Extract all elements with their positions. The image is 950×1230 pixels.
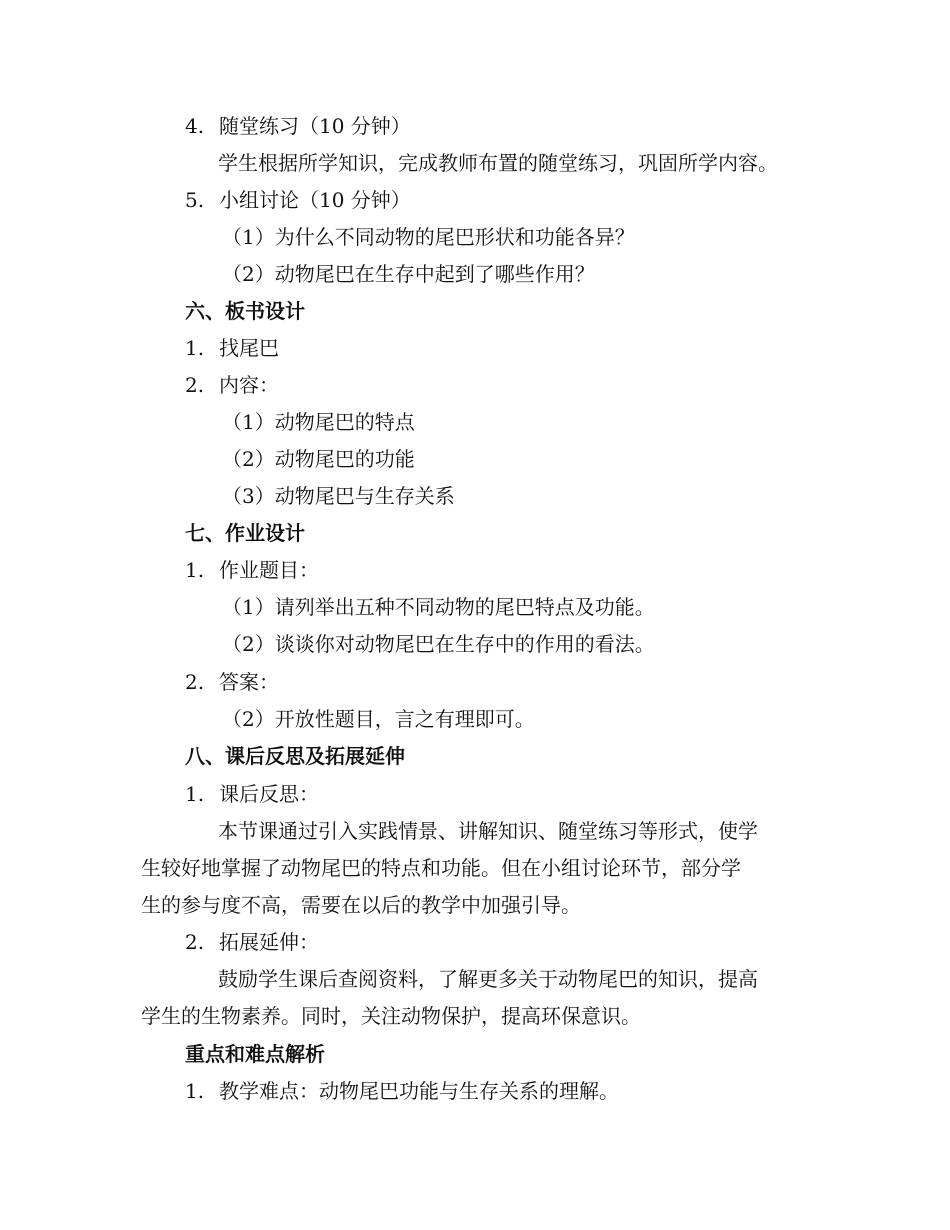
extension-paragraph-line: 鼓励学生课后查阅资料，了解更多关于动物尾巴的知识，提高 [218,967,758,991]
discussion-item: （1）为什么不同动物的尾巴形状和功能各异？ [222,225,635,249]
list-number: 1. [185,782,205,806]
reflection-item [185,928,319,956]
practice-body: 学生根据所学知识，完成教师布置的随堂练习，巩固所学内容。 [218,151,778,175]
list-text: 小组讨论（10 分钟） [219,188,411,212]
reflection-paragraph-line: 本节课通过引入实践情景、讲解知识、随堂练习等形式，使学 [218,819,758,843]
board-item [185,334,279,362]
list-number: 1. [185,1079,205,1103]
board-subitem: （2）动物尾巴的功能 [222,447,415,471]
reflection-item [185,780,319,808]
homework-question: （1）请列举出五种不同动物的尾巴特点及功能。 [222,595,655,619]
list-number: 1. [185,558,205,582]
extension-paragraph-line: 学生的生物素养。同时，关注动物保护，提高环保意识。 [141,1004,641,1028]
section-heading-reflection: 八、课后反思及拓展延伸 [185,744,405,768]
list-text: 内容： [219,373,279,397]
reflection-paragraph-line: 生的参与度不高，需要在以后的教学中加强引导。 [141,893,581,917]
practice-title [185,112,411,140]
list-text: 答案： [219,670,279,694]
list-number: 1. [185,336,205,360]
homework-item [185,556,319,584]
board-subitem: （3）动物尾巴与生存关系 [222,484,455,508]
list-text: 教学难点：动物尾巴功能与生存关系的理解。 [219,1079,619,1103]
reflection-paragraph-line: 生较好地掌握了动物尾巴的特点和功能。但在小组讨论环节，部分学 [141,856,741,880]
list-number: 2. [185,373,205,397]
list-number: 5. [185,188,205,212]
discussion-item: （2）动物尾巴在生存中起到了哪些作用？ [222,262,595,286]
list-number: 2. [185,670,205,694]
section-heading-analysis: 重点和难点解析 [185,1042,325,1066]
homework-item [185,668,279,696]
section-heading-homework: 七、作业设计 [185,521,305,545]
list-number: 4. [185,114,205,138]
homework-question: （2）谈谈你对动物尾巴在生存中的作用的看法。 [222,632,655,656]
section-heading-board: 六、板书设计 [185,299,305,323]
list-number: 2. [185,930,205,954]
board-subitem: （1）动物尾巴的特点 [222,410,415,434]
list-text: 作业题目： [219,558,319,582]
list-text: 找尾巴 [219,336,279,360]
list-text: 拓展延伸： [219,930,319,954]
board-item [185,371,279,399]
analysis-item [185,1077,619,1105]
homework-answer: （2）开放性题目，言之有理即可。 [222,707,535,731]
discussion-title [185,186,411,214]
list-text: 随堂练习（10 分钟） [219,114,411,138]
list-text: 课后反思： [219,782,319,806]
